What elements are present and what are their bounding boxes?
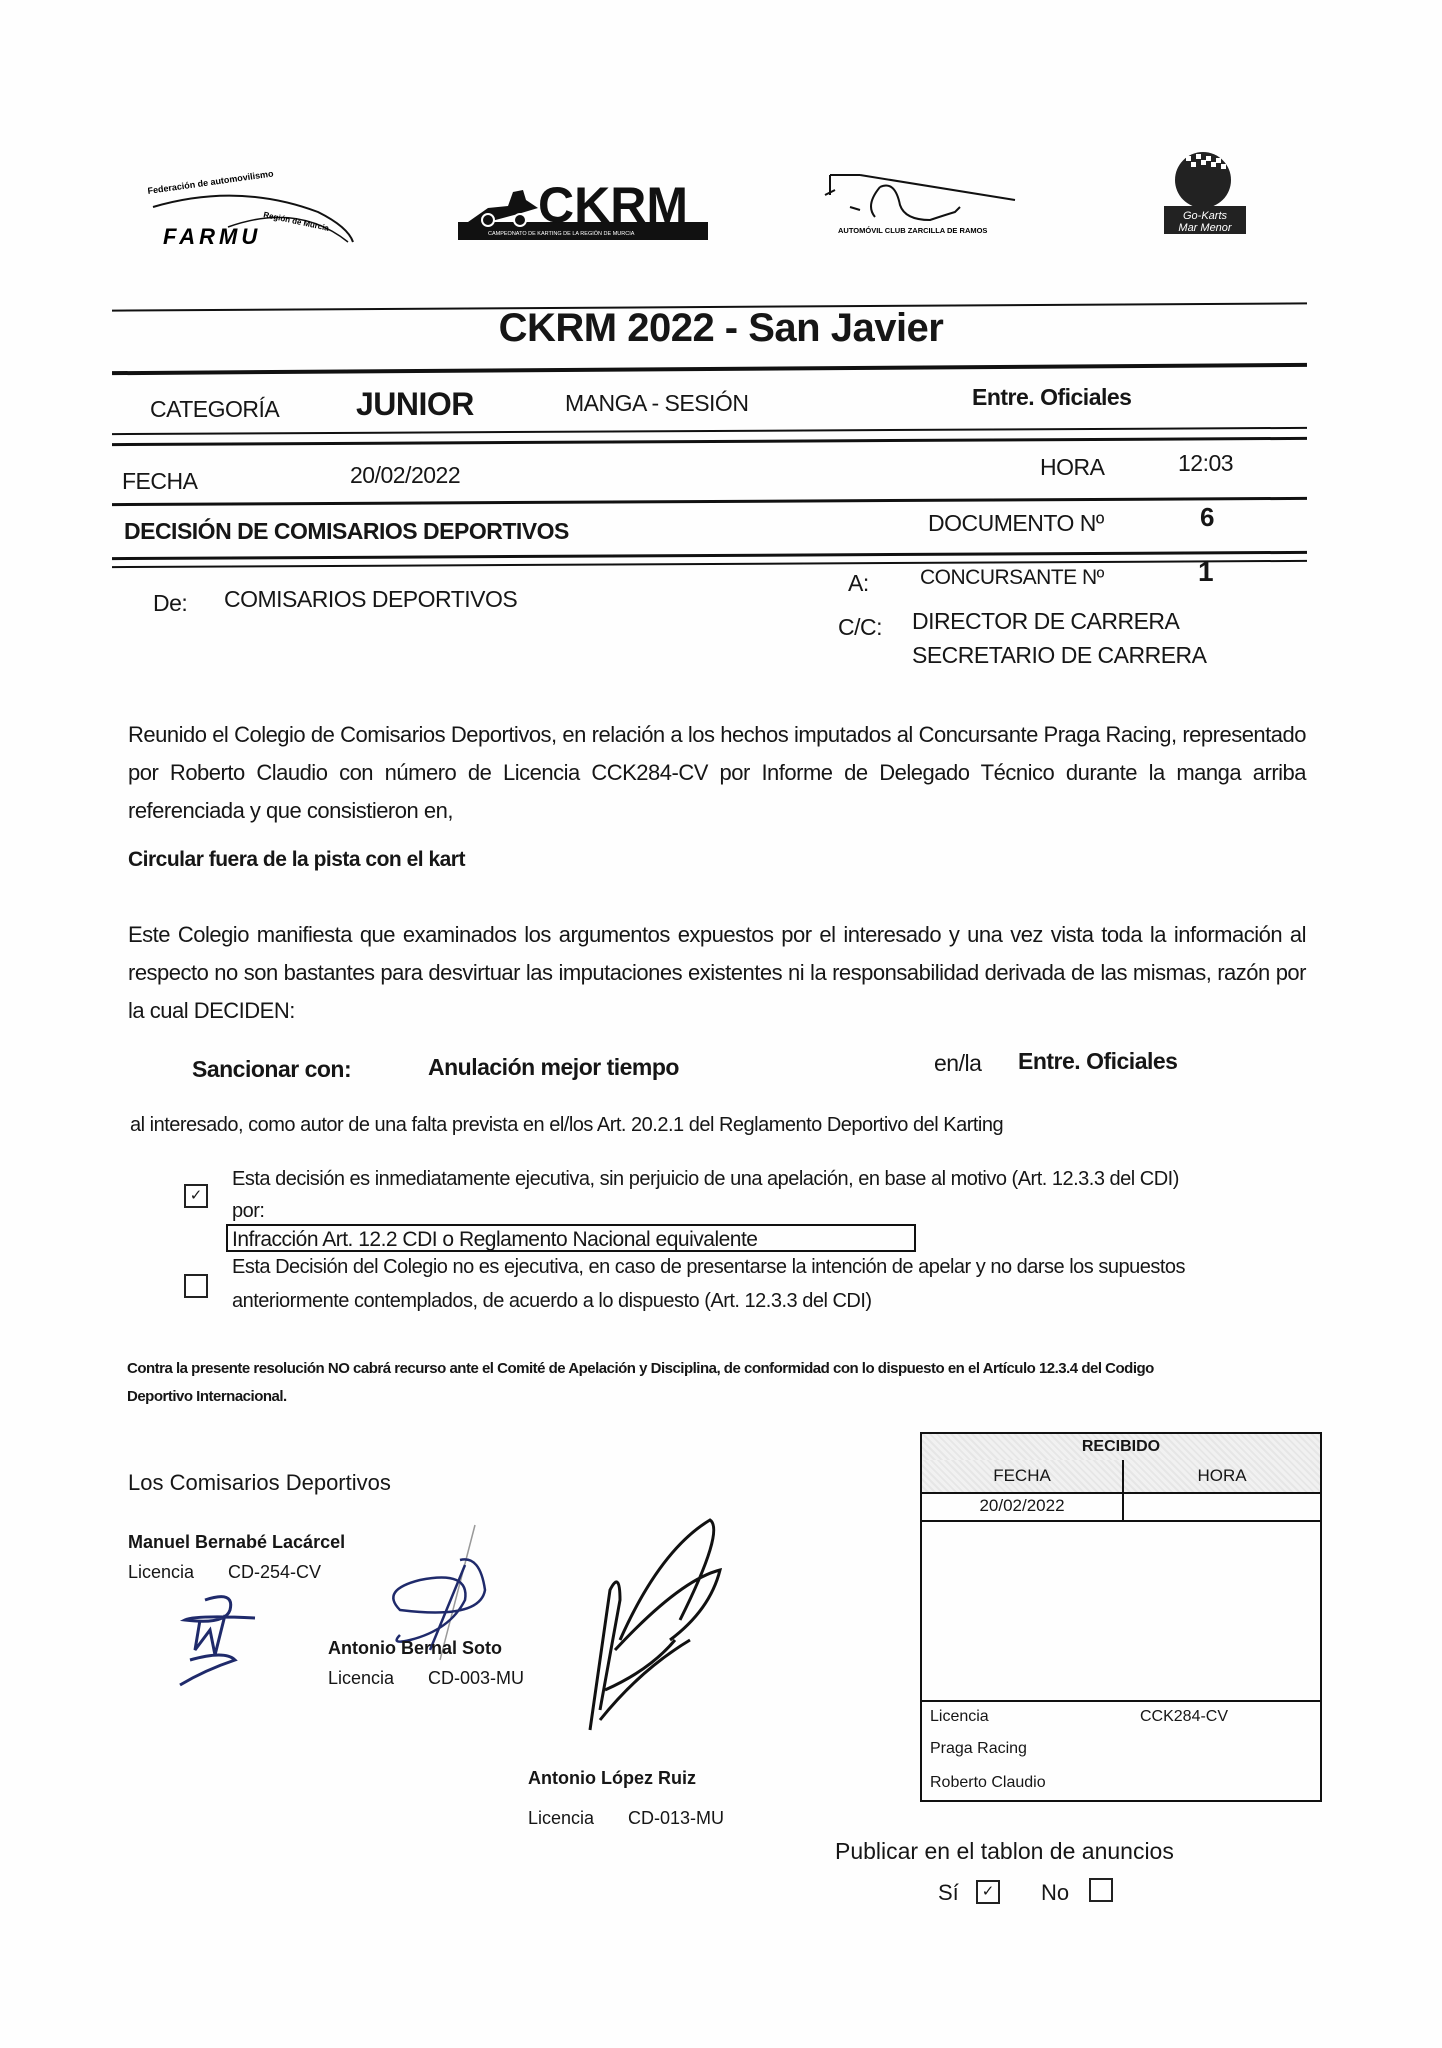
recibido-header xyxy=(922,1434,1320,1462)
cc-label: C/C: xyxy=(838,614,882,640)
automovil-club-logo xyxy=(820,165,1020,240)
steward-2-licencia-label: Licencia xyxy=(328,1668,395,1688)
publish-label: Publicar en el tablon de anuncios xyxy=(835,1838,1174,1864)
recibido-licencia-value: CCK284-CV xyxy=(1140,1708,1229,1725)
por-label: por: xyxy=(232,1200,265,1222)
a-label: A: xyxy=(848,570,869,596)
recibido-team: Praga Racing xyxy=(930,1740,1027,1757)
hora-value: 12:03 xyxy=(1178,450,1234,476)
check-icon: ✓ xyxy=(981,1883,995,1900)
svg-text:CKRM: CKRM xyxy=(538,178,688,233)
de-label: De: xyxy=(153,590,188,616)
cc-secretario: SECRETARIO DE CARRERA xyxy=(912,642,1207,668)
page-title: CKRM 2022 - San Javier xyxy=(498,306,944,350)
paragraph-article: al interesado, como autor de una falta prevista en el/los Art. 20.2.1 del Reglamento Deportivo del Karting xyxy=(130,1114,1004,1136)
svg-text:CAMPEONATO DE KARTING DE LA RE: CAMPEONATO DE KARTING DE LA REGIÓN DE MURCIA xyxy=(488,231,635,237)
ckrm-logo xyxy=(458,178,708,244)
recibido-columns xyxy=(922,1460,1320,1494)
fecha-label: FECHA xyxy=(122,468,198,494)
concursante-number: 1 xyxy=(1198,556,1214,587)
manga-value: Entre. Oficiales xyxy=(972,384,1132,410)
documento-label: DOCUMENTO Nº xyxy=(928,510,1104,536)
recibido-hora-value xyxy=(1124,1492,1320,1520)
paragraph-facts: Reunido el Colegio de Comisarios Deportivos, en relación a los hechos imputados al Concursante Praga Racing, representado por Roberto Claudio con número de Licencia CCK284-CV por Informe de Delegado Técnico durante la manga arriba referenciada y que consistieron en, xyxy=(128,722,1306,823)
option-ejecutiva-checkbox[interactable] xyxy=(184,1184,208,1208)
recibido-fecha-value: 20/02/2022 xyxy=(922,1492,1124,1520)
steward-1-licencia: CD-254-CV xyxy=(228,1562,322,1582)
infraction-description: Circular fuera de la pista con el kart xyxy=(128,848,465,871)
option-ejecutiva-text: Esta decisión es inmediatamente ejecutiva, sin perjuicio de una apelación, en base al motivo (Art. 12.3.3 del CDI) xyxy=(232,1168,1179,1190)
sancionar-label: Sancionar con: xyxy=(192,1056,352,1082)
manga-label: MANGA - SESIÓN xyxy=(565,390,749,416)
paragraph-decision: Este Colegio manifiesta que examinados los argumentos expuestos por el interesado y una vez vista toda la información al respecto no son bastantes para desvirtuar las imputaciones existentes ni la responsabilidad derivada de las mismas, razón por la cual DECIDEN: xyxy=(128,922,1306,1023)
divider xyxy=(112,363,1307,375)
svg-text:AUTOMÓVIL CLUB ZARCILLA DE RAM: AUTOMÓVIL CLUB ZARCILLA DE RAMOS xyxy=(838,226,988,235)
recibido-fecha-label: FECHA xyxy=(922,1460,1124,1492)
steward-2-name: Antonio Bernal Soto xyxy=(328,1638,502,1658)
publish-si-checkbox[interactable] xyxy=(976,1880,1000,1904)
steward-3-name: Antonio López Ruiz xyxy=(528,1768,696,1788)
publish-si-label: Sí xyxy=(938,1880,959,1905)
svg-text:FARMU: FARMU xyxy=(163,224,262,249)
steward-2-licencia: CD-003-MU xyxy=(428,1668,525,1688)
svg-text:Go-Karts: Go-Karts xyxy=(1182,210,1228,222)
signatures-heading: Los Comisarios Deportivos xyxy=(128,1470,391,1495)
categoria-label: CATEGORÍA xyxy=(150,396,280,422)
sancion-value: Anulación mejor tiempo xyxy=(428,1054,679,1080)
publish-no-label: No xyxy=(1041,1880,1070,1905)
documento-value: 6 xyxy=(1200,502,1214,532)
steward-3-licencia: CD-013-MU xyxy=(628,1808,725,1828)
svg-text:Federación de automovilismo: Federación de automovilismo xyxy=(148,172,275,196)
svg-text:Mar Menor: Mar Menor xyxy=(1178,222,1232,234)
a-value: CONCURSANTE Nº xyxy=(920,566,1104,589)
steward-3-signature xyxy=(580,1510,730,1750)
enla-label: en/la xyxy=(934,1050,982,1076)
recibido-box xyxy=(920,1432,1322,1802)
hora-label: HORA xyxy=(1040,454,1105,480)
divider xyxy=(112,427,1307,435)
farmu-logo xyxy=(148,172,368,254)
enla-value: Entre. Oficiales xyxy=(1018,1048,1178,1074)
categoria-value: JUNIOR xyxy=(356,386,474,422)
svg-text:Región de Murcia: Región de Murcia xyxy=(262,210,330,233)
recibido-title: RECIBIDO xyxy=(1081,1438,1161,1455)
recibido-person: Roberto Claudio xyxy=(930,1774,1046,1791)
publish-no-checkbox[interactable] xyxy=(1089,1878,1113,1902)
recibido-licencia-label: Licencia xyxy=(930,1708,989,1725)
option-no-ejecutiva-text1: Esta Decisión del Colegio no es ejecutiva, en caso de presentarse la intención de apelar y no darse los supuestos xyxy=(232,1256,1186,1278)
appeal-notice-line2: Deportivo Internacional. xyxy=(127,1388,287,1405)
motivo-field[interactable]: Infracción Art. 12.2 CDI o Reglamento Nacional equivalente xyxy=(226,1224,916,1252)
check-icon: ✓ xyxy=(189,1187,203,1204)
recibido-hora-label: HORA xyxy=(1124,1460,1320,1492)
appeal-notice-line1: Contra la presente resolución NO cabrá recurso ante el Comité de Apelación y Disciplina, de conformidad con lo dispuesto en el Artículo 12.3.4 del Codigo xyxy=(127,1360,1154,1377)
option-no-ejecutiva-text2: anteriormente contemplados, de acuerdo a lo dispuesto (Art. 12.3.3 del CDI) xyxy=(232,1290,872,1312)
go-karts-mar-menor-logo xyxy=(1148,140,1248,240)
steward-1-licencia-label: Licencia xyxy=(128,1562,195,1582)
de-value: COMISARIOS DEPORTIVOS xyxy=(224,586,518,612)
divider xyxy=(112,437,1307,446)
steward-1-signature xyxy=(175,1590,285,1690)
steward-3-licencia-label: Licencia xyxy=(528,1808,595,1828)
divider xyxy=(112,560,1307,568)
fecha-value: 20/02/2022 xyxy=(350,462,461,488)
recibido-signature-area xyxy=(922,1520,1320,1702)
option-no-ejecutiva-checkbox[interactable] xyxy=(184,1274,208,1298)
steward-1-name: Manuel Bernabé Lacárcel xyxy=(128,1532,346,1552)
document-type: DECISIÓN DE COMISARIOS DEPORTIVOS xyxy=(124,518,569,544)
recibido-values xyxy=(922,1492,1320,1522)
cc-director: DIRECTOR DE CARRERA xyxy=(912,608,1180,634)
divider xyxy=(112,497,1307,506)
divider xyxy=(112,551,1307,560)
